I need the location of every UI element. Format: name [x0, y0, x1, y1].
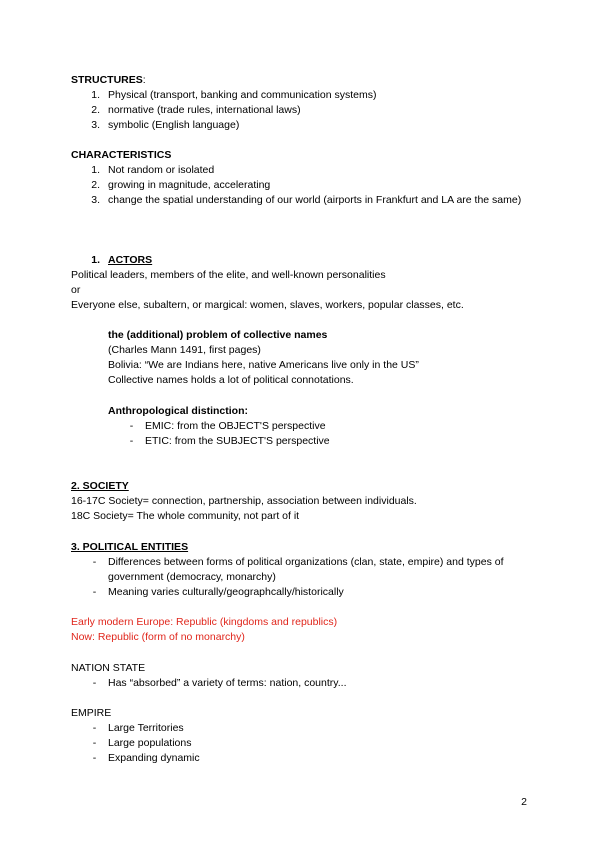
list-item: [71, 88, 541, 103]
list-text: ETIC: from the SUBJECT'S perspective: [145, 435, 330, 447]
list-text: symbolic (English language): [108, 119, 240, 131]
list-text: Meaning varies culturally/geographcally/historically: [108, 586, 344, 598]
empire-section: [71, 706, 541, 766]
list-text: Physical (transport, banking and communication systems): [108, 89, 377, 101]
list-item: [71, 721, 541, 736]
collective-names-title: the (additional) problem of collective names: [108, 329, 328, 341]
list-text: Differences between forms of political organizations (clan, state, empire) and types of government (democracy, monarchy): [108, 556, 504, 583]
political-heading: 3. POLITICAL ENTITIES: [71, 541, 189, 553]
society-heading: 2. SOCIETY: [71, 480, 129, 492]
list-item: [71, 163, 541, 178]
characteristics-heading: CHARACTERISTICS: [71, 149, 172, 161]
dash-bullet: -: [92, 752, 97, 764]
society-line: 16-17C Society= connection, partnership, association between individuals.: [71, 495, 417, 507]
nation-state-section: [71, 661, 541, 691]
list-text: change the spatial understanding of our world (airports in Frankfurt and LA are the same): [108, 194, 522, 206]
list-number: 3.: [91, 119, 100, 131]
list-number: 2.: [91, 104, 100, 116]
actors-line: Everyone else, subaltern, or margical: women, slaves, workers, popular classes, etc.: [71, 299, 464, 311]
list-item: [71, 736, 541, 751]
actors-section: [71, 253, 541, 313]
list-item: [71, 555, 541, 585]
collective-line: (Charles Mann 1491, first pages): [108, 344, 261, 356]
list-text: growing in magnitude, accelerating: [108, 179, 271, 191]
list-item: [71, 178, 541, 193]
dash-bullet: -: [92, 677, 97, 689]
dash-bullet: -: [92, 737, 97, 749]
list-number: 1.: [91, 89, 100, 101]
society-line: 18C Society= The whole community, not part of it: [71, 510, 300, 522]
actors-line: Political leaders, members of the elite, and well-known personalities: [71, 269, 386, 281]
list-number: 1.: [91, 164, 100, 176]
list-text: normative (trade rules, international laws): [108, 104, 301, 116]
anthropological-block: [71, 404, 541, 449]
characteristics-section: [71, 148, 541, 208]
list-text: Expanding dynamic: [108, 752, 200, 764]
list-item: [71, 193, 541, 208]
actors-heading-row: [71, 253, 541, 268]
list-number: 2.: [91, 179, 100, 191]
list-text: Large populations: [108, 737, 192, 749]
actors-line: or: [71, 284, 81, 296]
dash-bullet: -: [129, 420, 134, 432]
list-item: [71, 585, 541, 600]
structures-section: [71, 73, 541, 133]
list-item: [71, 434, 541, 449]
structures-colon: :: [142, 74, 146, 86]
collective-names-block: [71, 328, 541, 388]
list-text: Has “absorbed” a variety of terms: nation, country...: [108, 677, 347, 689]
list-item: [71, 103, 541, 118]
political-section: [71, 540, 541, 600]
list-item: [71, 751, 541, 766]
list-item: [71, 118, 541, 133]
actors-heading: ACTORS: [108, 254, 153, 266]
list-item: [71, 676, 541, 691]
red-note-line: Now: Republic (form of no monarchy): [71, 631, 245, 643]
dash-bullet: -: [92, 556, 97, 568]
nation-state-heading: NATION STATE: [71, 662, 146, 674]
republic-note: [71, 615, 541, 645]
empire-heading: EMPIRE: [71, 707, 112, 719]
dash-bullet: -: [129, 435, 134, 447]
dash-bullet: -: [92, 586, 97, 598]
list-number: 3.: [91, 194, 100, 206]
anthropological-title: Anthropological distinction:: [108, 405, 248, 417]
page-number: 2: [521, 796, 527, 808]
red-note-line: Early modern Europe: Republic (kingdoms and republics): [71, 616, 338, 628]
collective-line: Collective names holds a lot of political connotations.: [108, 374, 354, 386]
society-section: [71, 479, 541, 524]
list-text: EMIC: from the OBJECT'S perspective: [145, 420, 326, 432]
structures-heading: STRUCTURES: [71, 74, 143, 86]
list-text: Not random or isolated: [108, 164, 215, 176]
list-item: [71, 419, 541, 434]
dash-bullet: -: [92, 722, 97, 734]
collective-line: Bolivia: “We are Indians here, native Americans live only in the US”: [108, 359, 419, 371]
list-text: Large Territories: [108, 722, 184, 734]
section-number: 1.: [91, 254, 100, 266]
